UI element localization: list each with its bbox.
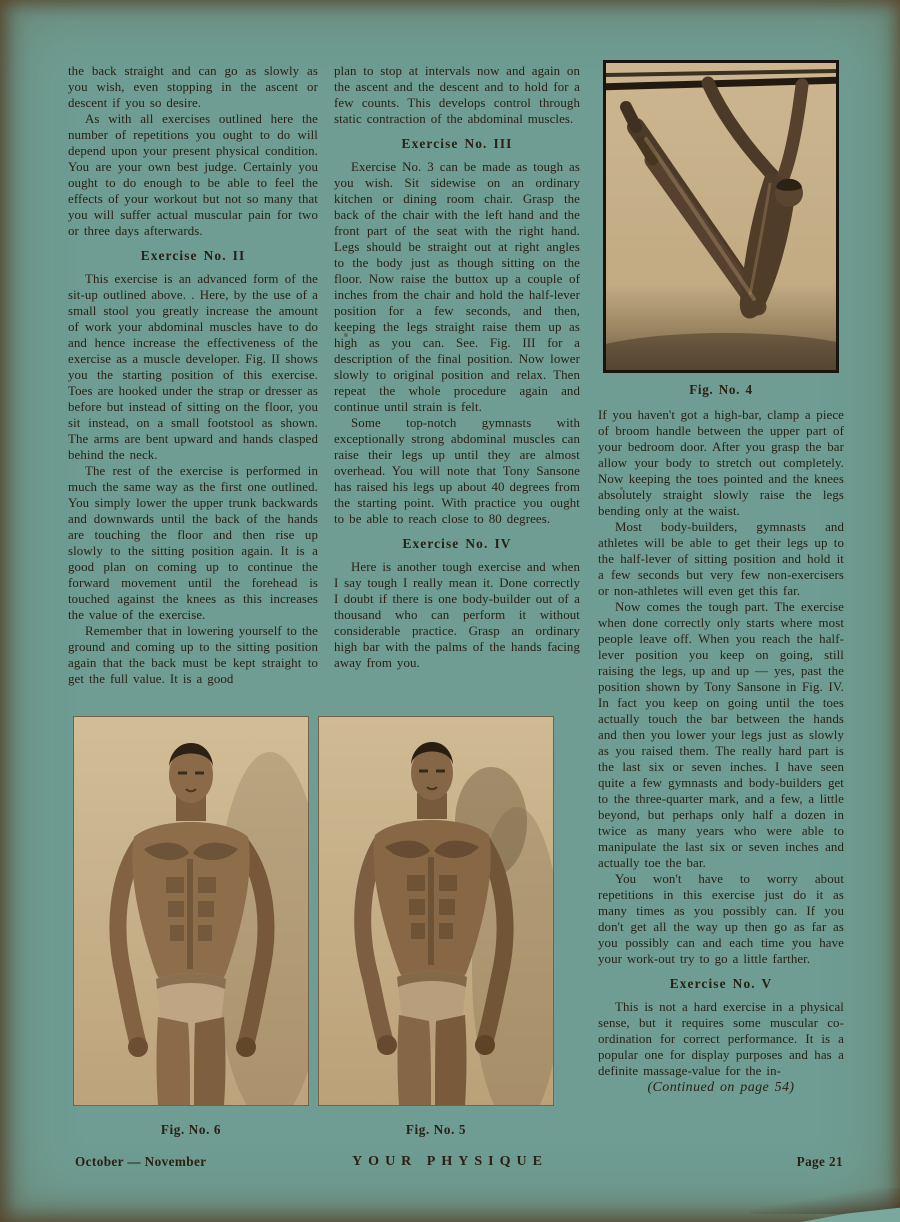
fig4-photo [603, 60, 839, 373]
column-left [68, 63, 318, 687]
bottom-figures [73, 716, 555, 1138]
body-paragraph: Exercise No. 3 can be made as tough as you wish. Sit sidewise on an ordinary kitchen or dining room chair. Grasp the back of the chair with the left hand and the front part of the seat with the right hand. Legs should be straight out at right angles to the body just as though sitting on the floor. Now raise the buttox up a couple of inches from the chair and hold the half-lever position for a few seconds, and then, keeping the legs straight raise them up as high as you can. See. Fig. III for a description of the final position. Now lower slowly to original position and relax. Then repeat the whole procedure again and continue until strain is felt. [334, 160, 580, 414]
body-paragraph: plan to stop at intervals now and again on the ascent and the descent and to hold for a few counts. This develops control through static contraction of the abdominal muscles. [334, 64, 580, 126]
heading-exercise-4: Exercise No. IV [402, 536, 512, 551]
body-paragraph: This exercise is an advanced form of the sit-up outlined above. . Here, by the use of a small stool you greatly increase the amount of work your abdominal muscles have to do and hence increase the effectiveness of the exercise as a muscle developer. Fig. II shows you the starting position of this exercise. Toes are hooked under the strap or dresser as before but instead of sitting on the floor, you sit instead, on a small footstool as shown. The arms are bent upward and hands clasped behind the neck. [68, 272, 318, 462]
page-footer [0, 1154, 900, 1178]
standing-pose-illustration [74, 717, 308, 1105]
heading-exercise-3: Exercise No. III [401, 136, 513, 151]
fig5-photo [318, 716, 554, 1106]
continued-note: (Continued on page 54) [647, 1080, 795, 1095]
hanging-leg-raise-illustration [606, 63, 836, 370]
body-paragraph: The rest of the exercise is performed in much the same way as the first one outlined. You simply lower the upper trunk backwards and downwards until the back of the hands are touching the floor and then rise up slowly to the sitting position again. It is a good plan on coming up to continue the forward movement until the forehead is touched against the knees as this increases the value of the exercise. [68, 464, 318, 622]
heading-exercise-2: Exercise No. II [140, 248, 246, 263]
column-middle [334, 63, 580, 671]
scan-backdrop-corner [780, 1200, 900, 1222]
body-paragraph: the back straight and can go as slowly as you wish, even stopping in the ascent or descent if you so desire. [68, 64, 318, 110]
standing-pose-illustration [319, 717, 553, 1105]
heading-exercise-5: Exercise No. V [669, 976, 773, 991]
page-edge-shadow [750, 1188, 900, 1214]
body-paragraph: You won't have to worry about repetitions in this exercise just do it as many times as you possibly can. If you don't get all the way up then go as far as you possibly can and each time you have your work-out try to go a little farther. [598, 872, 844, 966]
fig6-photo [73, 716, 309, 1106]
fig5-caption: Fig. No. 5 [405, 1122, 467, 1137]
footer-page-number: Page 21 [796, 1154, 843, 1169]
fig4-caption: Fig. No. 4 [689, 382, 753, 397]
fig5-block [318, 716, 554, 1138]
body-paragraph: If you haven't got a high-bar, clamp a piece of broom handle between the upper part of your bedroom door. After you grasp the bar allow your body to stretch out completely. Now keeping the toes pointed and the knees absolutely straight slowly raise the legs bending only at the waist. [598, 408, 844, 518]
footer-issue-date: October — November [75, 1154, 207, 1169]
body-paragraph: As with all exercises outlined here the number of repetitions you ought to do will depend upon your present physical condition. You are your own best judge. Certainly you ought to do enough to be able to feel the effects of your workout but not so many that you will suffer actual muscular pain for two or three days afterwards. [68, 112, 318, 238]
footer-magazine-title: YOUR PHYSIQUE [352, 1154, 548, 1169]
fig6-block [73, 716, 309, 1138]
body-paragraph: Now comes the tough part. The exercise when done correctly only starts where most people leave off. When you reach the half-lever position you keep on going, still raising the legs, up and up — yes, past the position shown by Tony Sansone in Fig. IV. In fact you keep on going until the toes actually touch the bar between the hands and then you lower your legs just as slowly as you raised them. The really hard part is the last six or seven inches. I have seen quite a few gymnasts and body-builders get to the three-quarter mark, and a few, a little beyond, but perhaps only half a dozen in twice as many years who were able to manipulate the last six or seven inches and actually toe the bar. [598, 600, 844, 870]
fig6-caption: Fig. No. 6 [160, 1122, 222, 1137]
body-paragraph: Some top-notch gymnasts with exceptionally strong abdominal muscles can raise their legs up until they are almost overhead. You will note that Tony Sansone has raised his legs up about 40 degrees from the starting point. With practice you ought to be able to reach close to 80 degrees. [334, 416, 580, 526]
body-paragraph: Remember that in lowering yourself to the ground and coming up to the sitting position again that the back must be kept straight to get the full value. It is a good [68, 624, 318, 686]
body-paragraph: This is not a hard exercise in a physical sense, but it requires some muscular co-ordination for correct performance. It is a popular one for display purposes and has a definite massage-value for the in- [598, 1000, 844, 1078]
column-right [598, 60, 844, 1096]
body-paragraph: Most body-builders, gymnasts and athletes will be able to get their legs up to the half-lever of sitting position and hold it a few seconds but very few non-exercisers or non-athletes will even get this far. [598, 520, 844, 598]
body-paragraph: Here is another tough exercise and when I say tough I really mean it. Done correctly I doubt if there is one body-builder out of a thousand who can perform it without considerable practice. Grasp an ordinary high bar with the palms of the hands facing away from you. [334, 560, 580, 670]
